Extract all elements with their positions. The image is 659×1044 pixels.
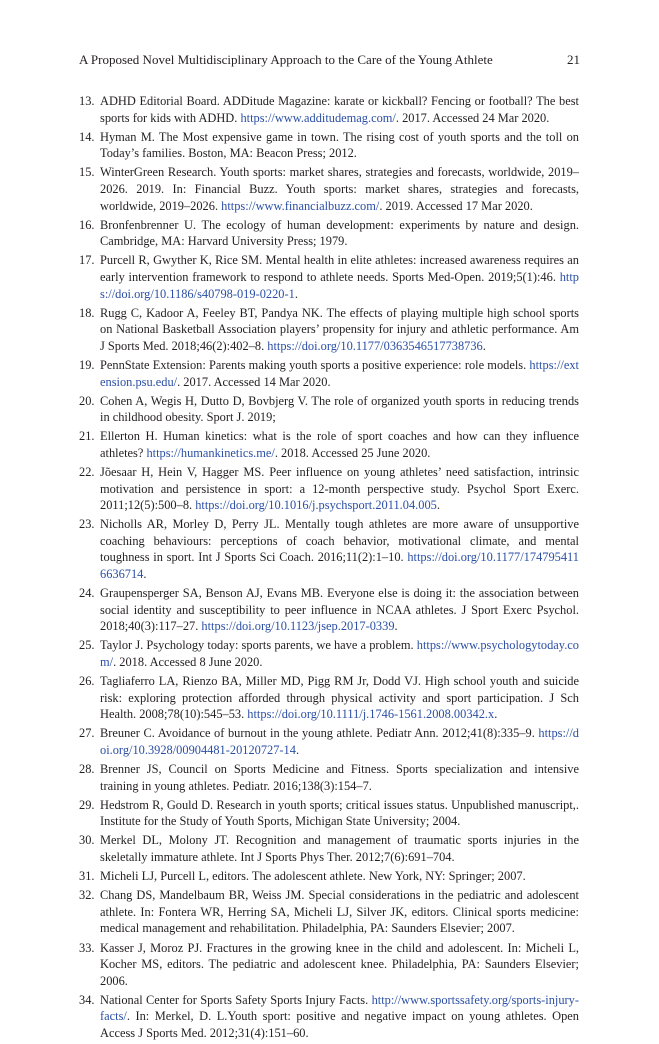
reference-trailing-text: . [295, 742, 300, 757]
reference-link[interactable]: https://doi.org/10.1177/0363546517738736 [267, 338, 483, 353]
reference-text [100, 129, 579, 162]
reference-text [100, 940, 579, 990]
reference-trailing-text: . [294, 286, 298, 301]
reference-text [100, 428, 579, 461]
reference-item [79, 516, 579, 582]
reference-text [100, 305, 579, 355]
reference-trailing-text: . 2017. Accessed 14 Mar 2020. [177, 374, 331, 389]
reference-number: 32. [79, 888, 95, 903]
reference-item [79, 93, 579, 126]
reference-text [100, 761, 579, 794]
reference-number: 22. [79, 464, 95, 479]
reference-link[interactable]: https://www.additudemag.com/ [240, 110, 396, 125]
reference-text [100, 868, 579, 885]
reference-item [79, 761, 579, 794]
reference-trailing-text: . 2018. Accessed 25 June 2020. [274, 445, 431, 460]
reference-link[interactable]: https://doi.org/10.1186/s40798-019-0220-1 [100, 269, 579, 301]
reference-item [79, 637, 579, 670]
reference-trailing-text: . 2017. Accessed 24 Mar 2020. [395, 110, 550, 125]
reference-item [79, 940, 579, 990]
page-number: 21 [567, 52, 580, 67]
reference-text [100, 217, 579, 250]
reference-citation: Ellerton H. Human kinetics: what is the role of sport coaches and how can they influence athletes? [100, 429, 579, 460]
reference-citation: Chang DS, Mandelbaum BR, Weiss JM. Special considerations in the pediatric and adolescent athlete. In: Fontera WR, Herring SA, Micheli LJ, Silver JK, editors. Clinical sports medicine: medical management and rehabilitation. Philadelphia, PA: Saunders Elsevier; 2007. [100, 888, 579, 936]
reference-item [79, 164, 579, 214]
reference-item [79, 673, 579, 723]
reference-text [100, 992, 579, 1042]
reference-text [100, 637, 579, 670]
reference-number: 17. [79, 253, 95, 268]
reference-item [79, 129, 579, 162]
reference-number: 15. [79, 165, 95, 180]
reference-item [79, 217, 579, 250]
reference-citation: Micheli LJ, Purcell L, editors. The adolescent athlete. New York, NY: Springer; 2007. [100, 869, 526, 884]
reference-number: 21. [79, 429, 95, 444]
reference-citation: ADHD Editorial Board. ADDitude Magazine: karate or kickball? Fencing or football? The best sports for kids with ADHD. [100, 94, 579, 125]
running-header [79, 52, 580, 68]
reference-citation: Brenner JS, Council on Sports Medicine and Fitness. Sports specialization and intensive training in young athletes. Pediatr. 2016;138(3):154–7. [100, 762, 579, 793]
reference-number: 19. [79, 357, 95, 372]
reference-item [79, 464, 579, 514]
reference-number: 14. [79, 129, 95, 144]
reference-number: 26. [79, 674, 95, 689]
reference-number: 28. [79, 762, 95, 777]
reference-trailing-text: . In: Merkel, D. L.Youth sport: positive and negative impact on young athletes. Open Access J Sports Med. 2012;31(4):151–60. [100, 1009, 579, 1040]
reference-citation: Nicholls AR, Morley D, Perry JL. Mentally tough athletes are more aware of unsupportive coaching behaviours: perceptions of coach behavior, motivational climate, and mental toughness in sport. Int J Sports Sci Coach. 2016;11(2):1–10. [100, 517, 579, 565]
reference-link[interactable]: https://extension.psu.edu/ [100, 357, 579, 389]
reference-number: 29. [79, 797, 95, 812]
reference-citation: Cohen A, Wegis H, Dutto D, Bovbjerg V. The role of organized youth sports in reducing trends in childhood obesity. Sport J. 2019; [100, 393, 579, 425]
reference-link[interactable]: https://doi.org/10.3928/00904481-20120727-14 [100, 726, 579, 757]
reference-citation: Hyman M. The Most expensive game in town. The rising cost of youth sports and the toll on Today’s families. Boston, MA: Beacon Press; 2012. [100, 129, 579, 161]
reference-text [100, 252, 579, 302]
reference-citation: Jõesaar H, Hein V, Hagger MS. Peer influence on young athletes’ need satisfaction, intrinsic motivation and persistence in sport: a 12-month perspective study. Psychol Sport Exerc. 2011;12(5):500–8. [100, 464, 579, 513]
reference-link[interactable]: https://humankinetics.me/ [146, 445, 275, 460]
reference-citation: WinterGreen Research. Youth sports: market shares, strategies and forecasts, worldwide, 2019–2026. 2019. In: Financial Buzz. Youth sports: market shares, strategies and forecasts, worldwide, 2019–2026. [100, 165, 579, 213]
reference-citation: National Center for Sports Safety Sports Injury Facts. [100, 992, 372, 1007]
reference-citation: Taylor J. Psychology today: sports parents, we have a problem. [100, 638, 417, 653]
reference-item [79, 393, 579, 426]
reference-item [79, 992, 579, 1042]
reference-text [100, 357, 579, 390]
reference-number: 34. [79, 992, 95, 1007]
reference-number: 23. [79, 517, 95, 532]
reference-trailing-text: . [482, 338, 486, 353]
reference-number: 13. [79, 94, 95, 108]
reference-trailing-text: . [394, 619, 398, 634]
reference-text [100, 585, 579, 635]
header-title: A Proposed Novel Multidisciplinary Approach to the Care of the Young Athlete [79, 52, 493, 67]
reference-link[interactable]: https://doi.org/10.1123/jsep.2017-0339 [201, 619, 395, 634]
reference-list [79, 93, 579, 1044]
reference-citation: Rugg C, Kadoor A, Feeley BT, Pandya NK. The effects of playing multiple high school sports on National Basketball Association players’ propensity for injury and athletic performance. Am J Sports Med. 2018;46(2):402–8. [100, 305, 579, 353]
reference-text [100, 164, 579, 214]
reference-citation: Bronfenbrenner U. The ecology of human development: experiments by nature and design. Cambridge, MA: Harvard University Press; 1979. [100, 217, 579, 249]
reference-number: 24. [79, 586, 95, 601]
reference-citation: Kasser J, Moroz PJ. Fractures in the growing knee in the child and adolescent. In: Micheli L, Kocher MS, editors. The pediatric and adolescent knee. Philadelphia, PA: Saunders Elsevier; 2006. [100, 940, 579, 988]
reference-item [79, 357, 579, 390]
reference-citation: PennState Extension: Parents making youth sports a positive experience: role models. [100, 357, 530, 372]
reference-text [100, 887, 579, 937]
reference-citation: Tagliaferro LA, Rienzo BA, Miller MD, Pigg RM Jr, Dodd VJ. High school youth and suicide risk: exploring protection afforded through physical activity and sport participation. J Sch Health. 2008;78(10):545–53. [100, 674, 579, 722]
reference-number: 33. [79, 940, 95, 955]
reference-item [79, 725, 579, 758]
reference-link[interactable]: https://doi.org/10.1016/j.psychsport.2011.04.005 [195, 498, 437, 513]
reference-text [100, 464, 579, 514]
reference-text [100, 725, 579, 758]
reference-text [100, 393, 579, 426]
reference-link[interactable]: https://www.psychologytoday.com/ [100, 638, 579, 669]
reference-link[interactable]: https://doi.org/10.1111/j.1746-1561.2008.00342.x [247, 707, 495, 722]
reference-trailing-text: . 2019. Accessed 17 Mar 2020. [379, 198, 533, 213]
reference-item [79, 428, 579, 461]
reference-link[interactable]: http://www.sportssafety.org/sports-injury-facts/ [100, 992, 579, 1024]
reference-text [100, 832, 579, 865]
reference-item [79, 305, 579, 355]
reference-trailing-text: . [436, 498, 440, 513]
reference-link[interactable]: https://doi.org/10.1177/1747954116636714 [100, 550, 579, 582]
reference-number: 27. [79, 726, 95, 741]
reference-link[interactable]: https://www.financialbuzz.com/ [221, 198, 380, 213]
reference-item [79, 868, 579, 885]
reference-number: 16. [79, 217, 95, 232]
reference-citation: Hedstrom R, Gould D. Research in youth sports; critical issues status. Unpublished manuscript,. Institute for the Study of Youth Sports, Michigan State University; 2004. [100, 797, 579, 829]
reference-citation: Graupensperger SA, Benson AJ, Evans MB. Everyone else is doing it: the association between social identity and susceptibility to peer influence in NCAA athletes. J Sport Exerc Psychol. 2018;40(3):117–27. [100, 586, 579, 634]
reference-number: 25. [79, 638, 95, 653]
reference-item [79, 252, 579, 302]
reference-number: 20. [79, 393, 95, 408]
reference-item [79, 832, 579, 865]
reference-trailing-text: . [143, 567, 147, 582]
reference-trailing-text: . 2018. Accessed 8 June 2020. [113, 655, 263, 669]
reference-number: 31. [79, 869, 95, 884]
reference-citation: Merkel DL, Molony JT. Recognition and management of traumatic sports injuries in the skeletally immature athlete. Int J Sports Phys Ther. 2012;7(6):691–704. [100, 833, 579, 865]
reference-number: 30. [79, 833, 95, 848]
reference-item [79, 887, 579, 937]
reference-trailing-text: . [494, 707, 498, 722]
reference-item [79, 797, 579, 830]
reference-number: 18. [79, 305, 95, 320]
reference-text [100, 516, 579, 582]
reference-citation: Breuner C. Avoidance of burnout in the young athlete. Pediatr Ann. 2012;41(8):335–9. [100, 726, 539, 741]
reference-text [100, 797, 579, 830]
reference-text [100, 673, 579, 723]
reference-item [79, 585, 579, 635]
reference-text [100, 93, 579, 126]
reference-citation: Purcell R, Gwyther K, Rice SM. Mental health in elite athletes: increased awareness requires an early intervention framework to respond to athlete needs. Sports Med-Open. 2019;5(1):46. [100, 253, 579, 284]
